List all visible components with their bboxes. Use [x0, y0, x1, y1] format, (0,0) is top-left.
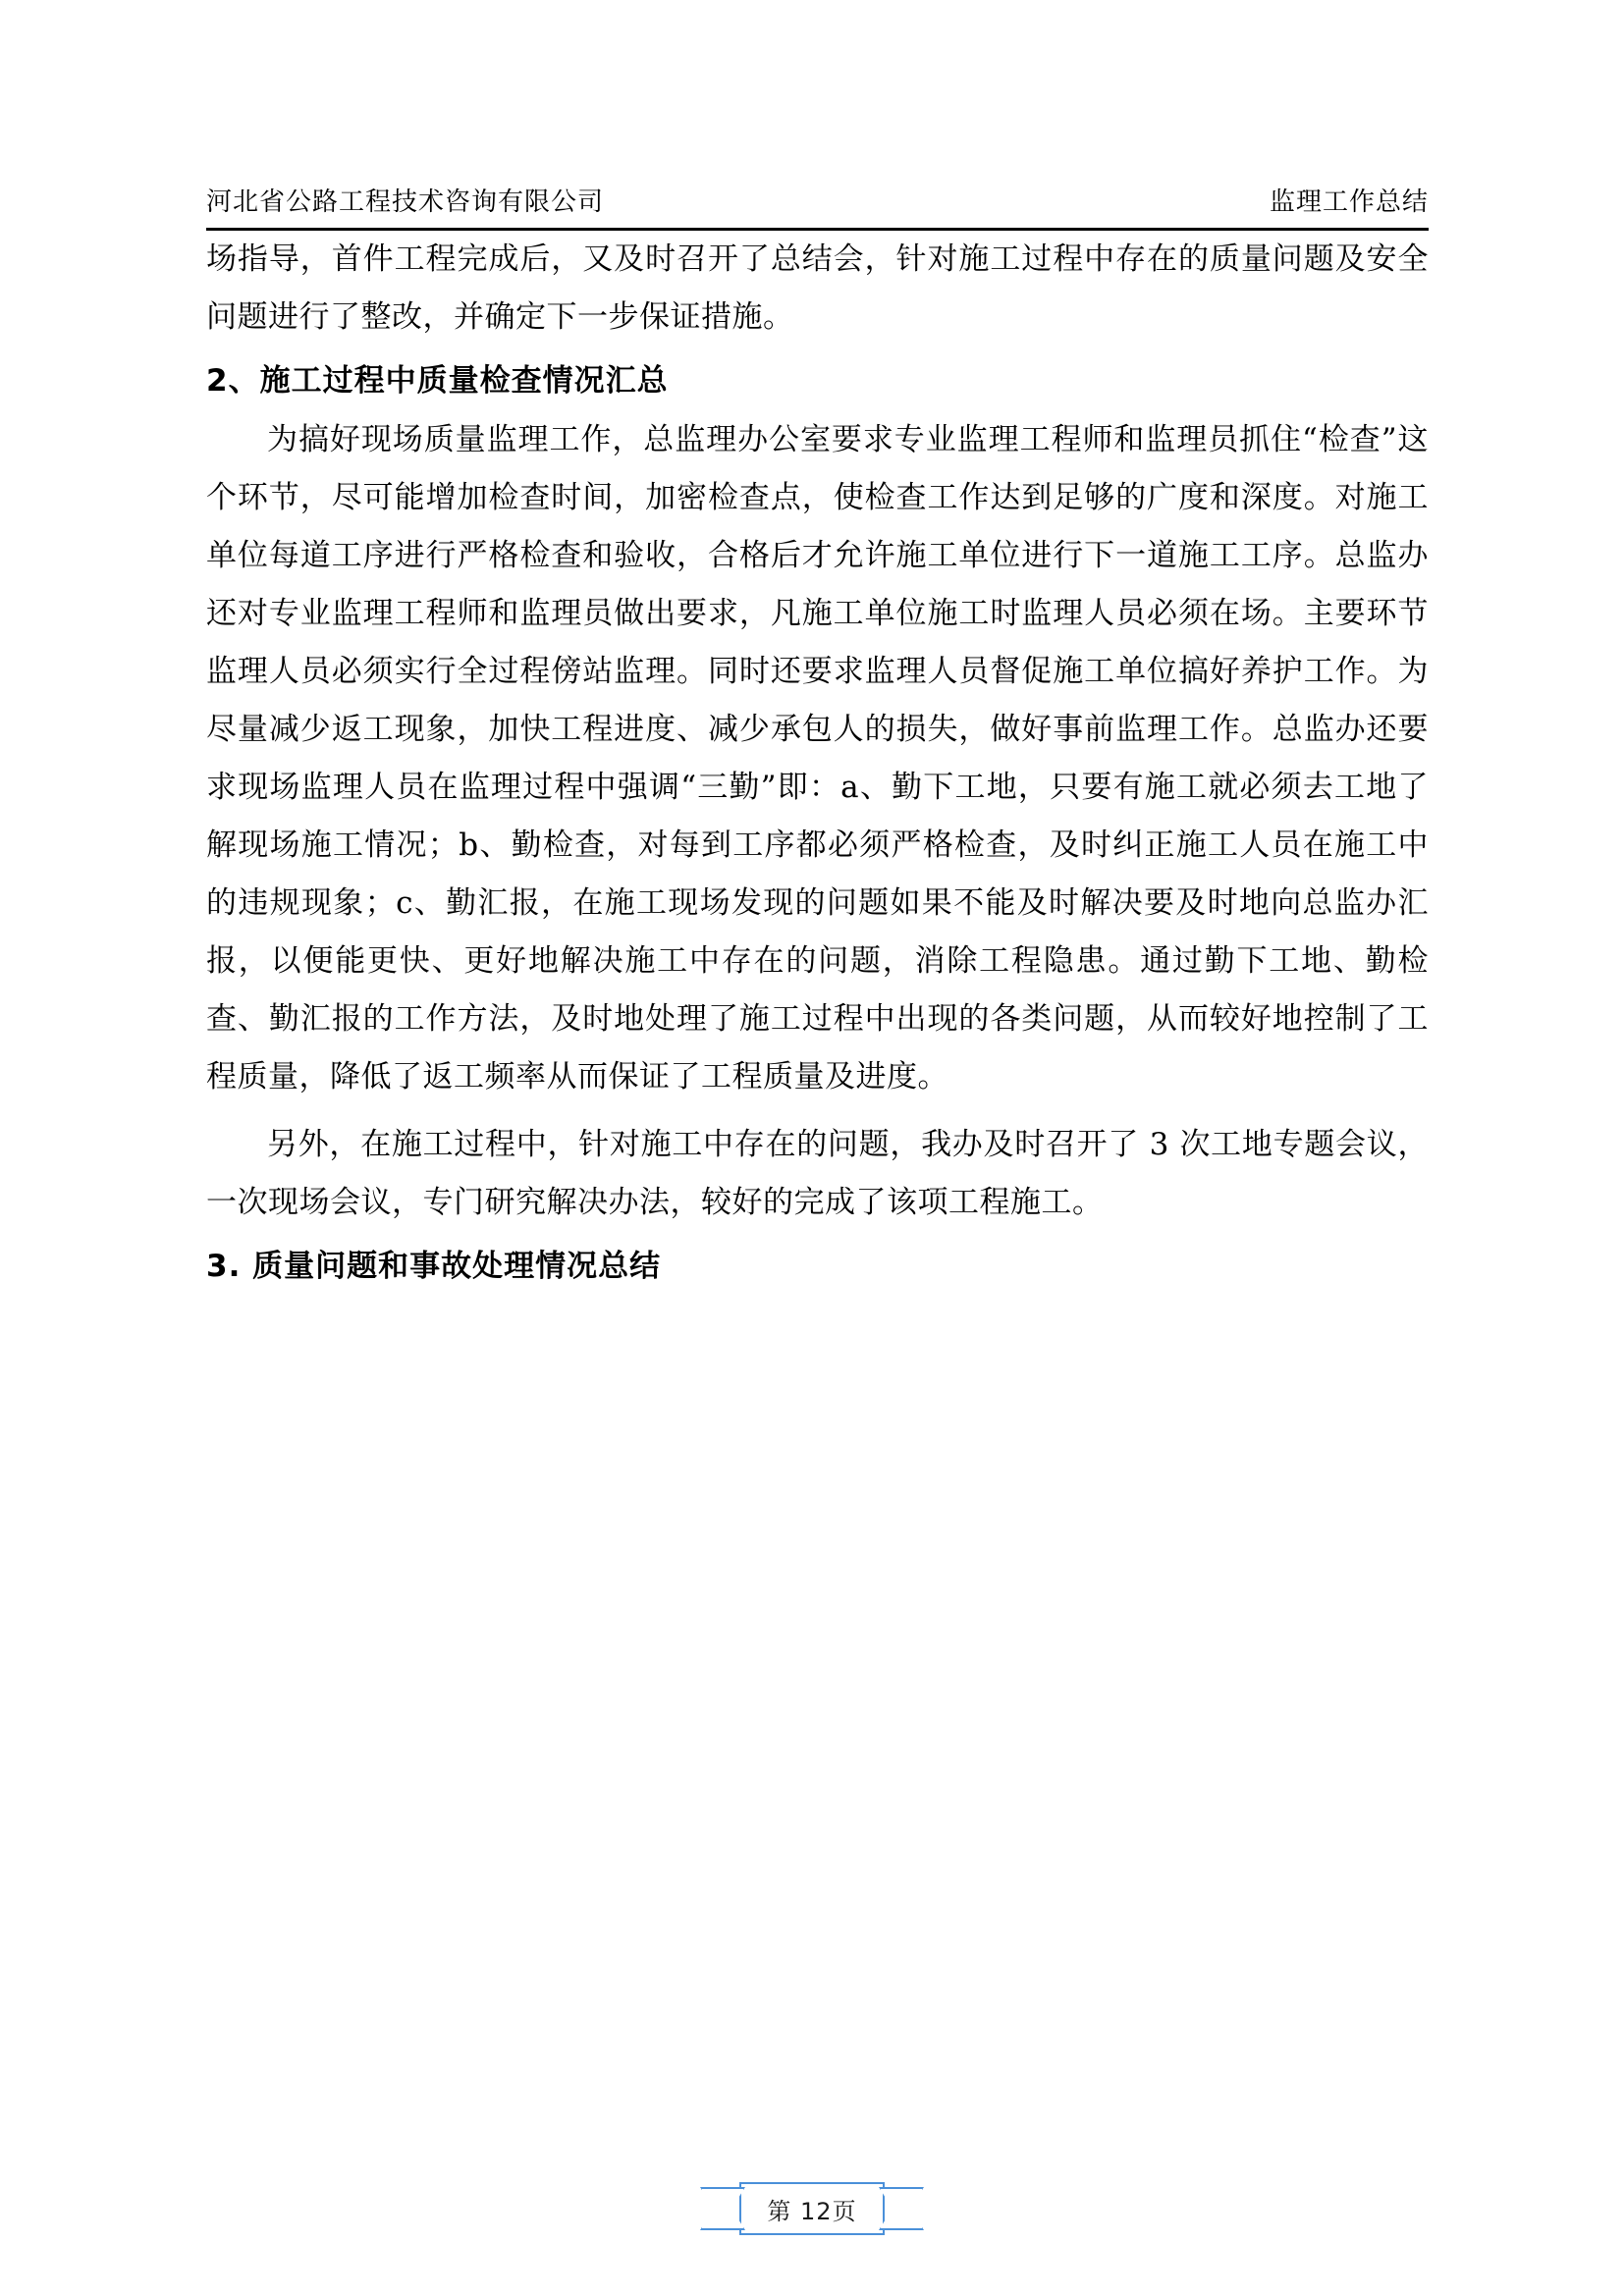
header-company-name: 河北省公路工程技术咨询有限公司 — [206, 187, 605, 217]
page-content — [206, 182, 1429, 1297]
page-number-ribbon — [700, 2182, 924, 2235]
page-number-label: 第 12页 — [739, 2182, 885, 2235]
paragraph-quality-inspection: 为搞好现场质量监理工作，总监理办公室要求专业监理工程师和监理员抓住“检查”这个环节，尽可能增加检查时间，加密检查点，使检查工作达到足够的广度和深度。对施工单位每道工序进行严格检查和验收，合格后才允许施工单位进行下一道施工工序。总监办还对专业监理工程师和监理员做出要求，凡施工单位施工时监理人员必须在场。主要环节监理人员必须实行全过程傍站监理。同时还要求监理人员督促施工单位搞好养护工作。为尽量减少返工现象，加快工程进度、减少承包人的损失，做好事前监理工作。总监办还要求现场监理人员在监理过程中强调“三勤”即：a、勤下工地，只要有施工就必须去工地了解现场施工情况；b、勤检查，对每到工序都必须严格检查，及时纠正施工人员在施工中的违规现象；c、勤汇报，在施工现场发现的问题如果不能及时解决要及时地向总监办汇报，以便能更快、更好地解决施工中存在的问题，消除工程隐患。通过勤下工地、勤检查、勤汇报的工作方法，及时地处理了施工过程中出现的各类问题，从而较好地控制了工程质量，降低了返工频率从而保证了工程质量及进度。 — [206, 422, 1429, 1095]
page-footer — [0, 2182, 1624, 2235]
page-header — [206, 182, 1429, 231]
ribbon-right-wing-icon — [879, 2187, 924, 2230]
header-row — [206, 182, 1429, 228]
paragraph-spacer — [206, 1106, 1429, 1116]
paragraph-continuation: 场指导，首件工程完成后，又及时召开了总结会，针对施工过程中存在的质量问题及安全问题进行了整改，并确定下一步保证措施。 — [206, 241, 1429, 335]
paragraph-meetings: 另外，在施工过程中，针对施工中存在的问题，我办及时召开了 3 次工地专题会议，一次现场会议，专门研究解决办法，较好的完成了该项工程施工。 — [206, 1127, 1429, 1220]
header-document-title: 监理工作总结 — [1269, 187, 1429, 217]
section-heading-2: 2、施工过程中质量检查情况汇总 — [206, 363, 669, 399]
section-heading-3: 3. 质量问题和事故处理情况总结 — [206, 1249, 662, 1284]
